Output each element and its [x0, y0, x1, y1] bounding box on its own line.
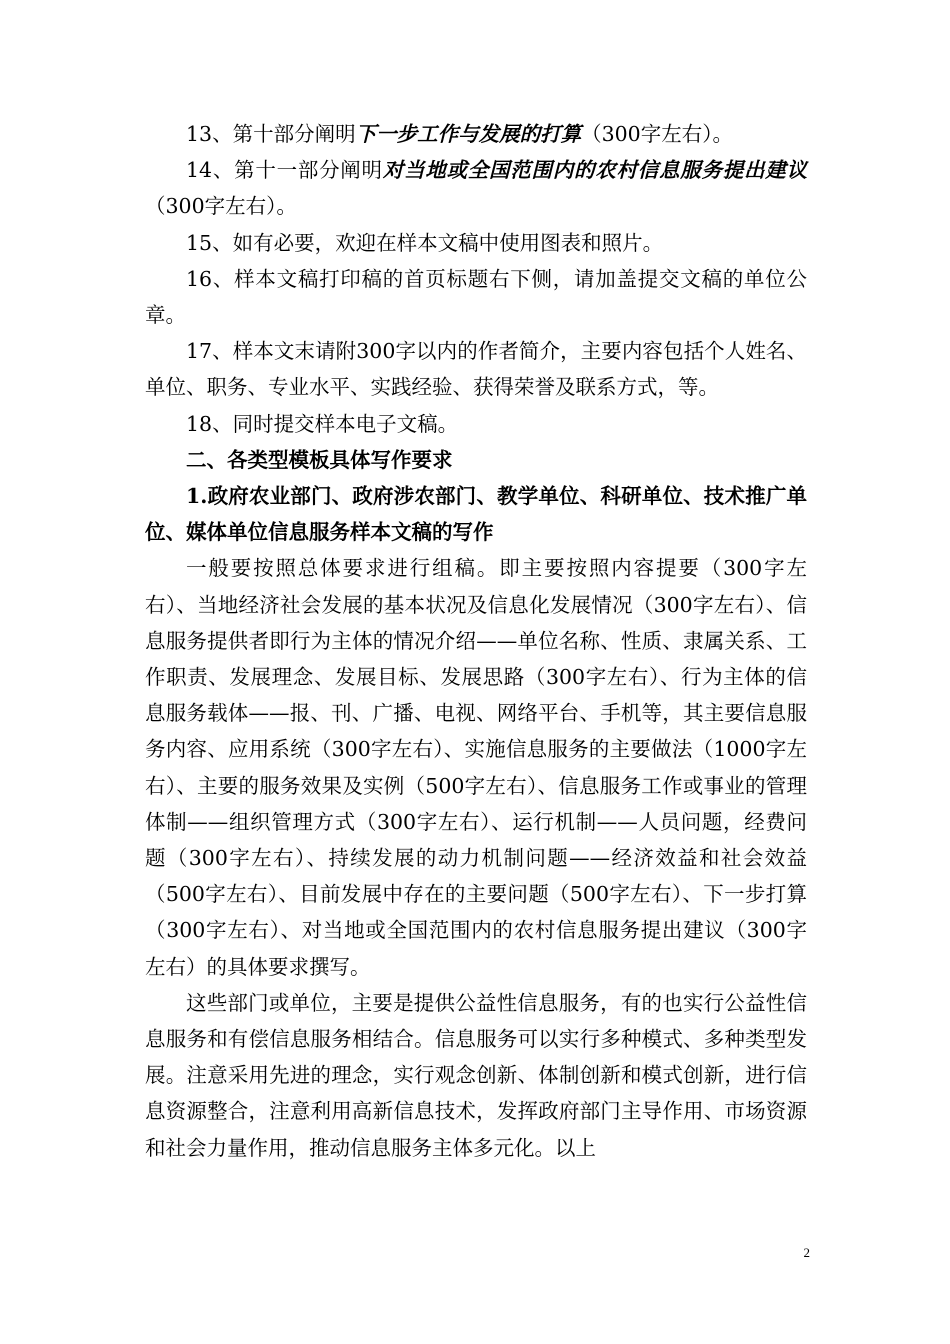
- item-text: 13、第十部分阐明: [186, 122, 356, 146]
- item-emphasis: 对当地或全国范围内的农村信息服务提出建议: [382, 158, 807, 183]
- item-emphasis: 下一步工作与发展的打算: [355, 122, 582, 146]
- page-body: [145, 116, 807, 1166]
- item-text-end: （300字左右）。: [581, 122, 733, 146]
- body-paragraph: 这些部门或单位，主要是提供公益性信息服务，有的也实行公益性信息服务和有偿信息服务相结合。信息服务可以实行多种模式、多种类型发展。注意采用先进的理念，实行观念创新、体制创新和模式创新，进行信息资源整合，注意利用高新信息技术，发挥政府部门主导作用、市场资源和社会力量作用，推动信息服务主体多元化。以上: [145, 990, 807, 1160]
- list-item-18: 18、同时提交样本电子文稿。: [186, 411, 459, 436]
- item-text-end: （300字左右）。: [145, 194, 297, 219]
- list-item-16: 16、样本文稿打印稿的首页标题右下侧，请加盖提交文稿的单位公章。: [145, 266, 807, 328]
- body-paragraph: 一般要按照总体要求进行组稿。即主要按照内容提要（300字左右）、当地经济社会发展的基本状况及信息化发展情况（300字左右）、信息服务提供者即行为主体的情况介绍——单位名称、性质、隶属关系、工作职责、发展理念、发展目标、发展思路（300字左右）、行为主体的信息服务载体——报、刊、广播、电视、网络平台、手机等，其主要信息服务内容、应用系统（300字左右）、实施信息服务的主要做法（1000字左右）、主要的服务效果及实例（500字左右）、信息服务工作或事业的管理体制——组织管理方式（300字左右）、运行机制——人员问题，经费问题（300字左右）、持续发展的动力机制问题——经济效益和社会效益（500字左右）、目前发展中存在的主要问题（500字左右）、下一步打算（300字左右）、对当地或全国范围内的农村信息服务提出建议（300字左右）的具体要求撰写。: [145, 556, 807, 979]
- list-item-17: 17、样本文末请附300字以内的作者简介，主要内容包括个人姓名、单位、职务、专业水平、实践经验、获得荣誉及联系方式，等。: [145, 339, 807, 400]
- page-number: 2: [803, 1245, 810, 1260]
- item-text: 14、第十一部分阐明: [186, 158, 383, 183]
- section-heading: 二、各类型模板具体写作要求: [186, 447, 453, 472]
- list-item-15: 15、如有必要，欢迎在样本文稿中使用图表和照片。: [186, 230, 664, 255]
- list-item-14: [145, 152, 807, 224]
- list-item-13: [145, 116, 807, 152]
- sub-heading: 1.政府农业部门、政府涉农部门、教学单位、科研单位、技术推广单位、媒体单位信息服务样本文稿的写作: [145, 484, 807, 545]
